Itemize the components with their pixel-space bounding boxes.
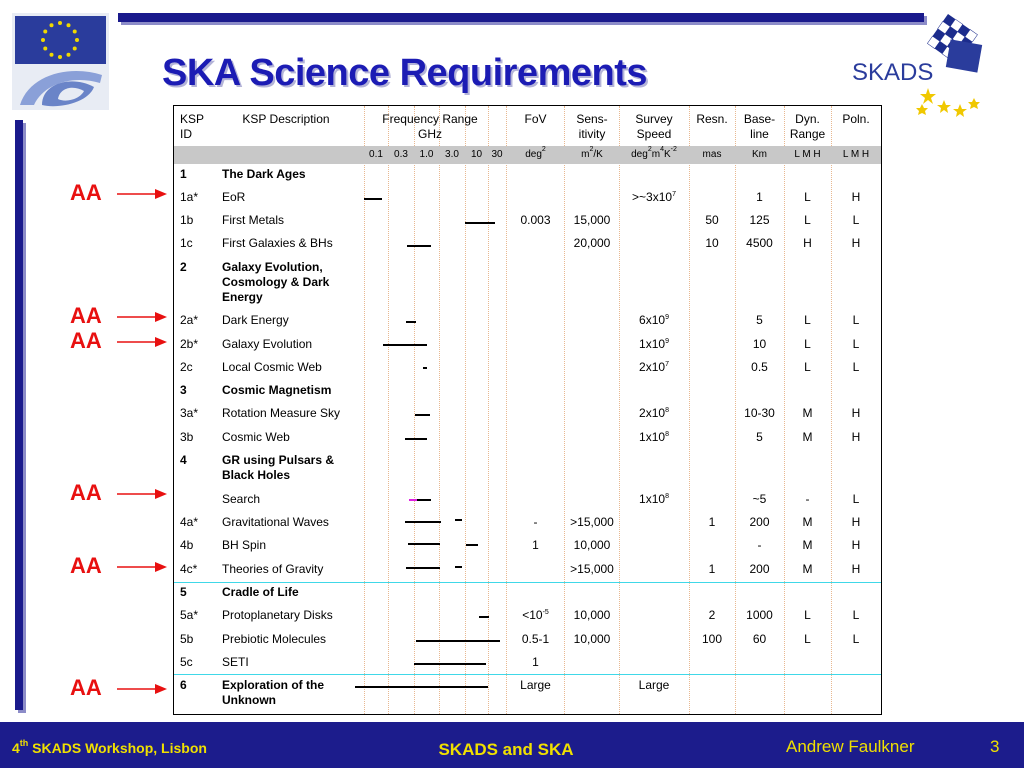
freq-bar-1b xyxy=(465,222,495,224)
header-baseline: Base-line xyxy=(743,112,776,141)
cell-poln: H xyxy=(851,406,861,420)
freq-bar-6 xyxy=(355,686,488,688)
cell-poln: H xyxy=(851,538,861,552)
aa-label: AA xyxy=(70,180,102,205)
cell-resn: 1 xyxy=(708,515,716,529)
header-sensitivity: Sens-itivity xyxy=(576,112,608,141)
freq-bar-4c-2 xyxy=(455,566,462,568)
cell-id: 5 xyxy=(180,585,187,599)
cell-poln: H xyxy=(851,190,861,204)
cell-dyn: M xyxy=(802,515,813,529)
cell-sens: 10,000 xyxy=(573,632,611,646)
arrow-right-icon xyxy=(117,560,167,574)
cell-fov: - xyxy=(533,515,538,529)
unit-survey-speed: $deg^2m^4K^{-2}$ xyxy=(631,146,677,160)
cell-survey: $1x10^9$ xyxy=(639,337,669,351)
cell-dyn: L xyxy=(804,360,811,374)
cell-desc: Protoplanetary Disks xyxy=(222,608,333,622)
unit-polarization: L M H xyxy=(842,149,870,160)
eu-star xyxy=(43,47,47,51)
cell-desc: Gravitational Waves xyxy=(222,515,329,529)
cell-dyn: M xyxy=(802,430,813,444)
cell-fov: 1 xyxy=(532,538,539,552)
header-fov: FoV xyxy=(524,112,547,126)
cell-resn: 100 xyxy=(701,632,723,646)
cell-resn: 1 xyxy=(708,562,716,576)
aa-label: AA xyxy=(70,675,102,700)
cell-id: 2c xyxy=(180,360,193,374)
cell-id: 1a* xyxy=(180,190,199,204)
cell-baseline: 125 xyxy=(749,213,770,227)
cell-desc: Dark Energy xyxy=(222,313,289,327)
cell-poln: L xyxy=(852,313,860,327)
cell-survey: $1x10^8$ xyxy=(639,430,669,444)
eu-star xyxy=(67,53,71,57)
cell-id: 1b xyxy=(180,213,194,227)
freq-bar-2b xyxy=(383,344,427,346)
cell-poln: L xyxy=(852,492,860,506)
cell-desc: Galaxy Evolution, Cosmology & Dark Energy xyxy=(222,260,330,304)
unit-fov: deg$^2$ xyxy=(525,146,546,160)
header-resolution: Resn. xyxy=(696,112,728,126)
cell-id: 4c* xyxy=(180,562,198,576)
cell-id: 3b xyxy=(180,430,194,444)
aa-label: AA xyxy=(70,480,102,505)
header-ksp-description: KSP Description xyxy=(242,112,330,126)
cell-poln: H xyxy=(851,430,861,444)
cell-sens: >15,000 xyxy=(570,562,614,576)
cell-desc: Prebiotic Molecules xyxy=(222,632,327,646)
cell-id: 5a* xyxy=(180,608,199,622)
eu-star xyxy=(50,53,54,57)
cell-sens: 15,000 xyxy=(573,213,611,227)
aa-label: AA xyxy=(70,303,102,328)
footer-author: Andrew Faulkner xyxy=(786,737,915,756)
freq-bar-2a xyxy=(406,321,416,323)
cell-desc: Cosmic Web xyxy=(222,430,290,444)
cell-id: 5b xyxy=(180,632,194,646)
eu-star xyxy=(73,30,77,34)
cell-poln: L xyxy=(852,337,860,351)
cell-sens: 10,000 xyxy=(573,608,611,622)
arrow-right-icon xyxy=(117,335,167,349)
cell-desc: The Dark Ages xyxy=(222,167,306,181)
cell-poln: L xyxy=(852,213,860,227)
header-ksp-id: KSP ID xyxy=(180,112,204,141)
cell-baseline: 200 xyxy=(749,562,770,576)
cell-fov: $<10^{-5}$ xyxy=(522,608,549,622)
freq-bar-5a xyxy=(479,616,489,618)
cell-sens: 20,000 xyxy=(573,236,611,250)
eu-star xyxy=(58,55,62,59)
cell-id: 4 xyxy=(180,453,187,467)
cell-desc: Rotation Measure Sky xyxy=(222,406,341,420)
cell-id: 1 xyxy=(180,167,187,181)
cell-resn: 2 xyxy=(708,608,716,622)
cell-id: 4a* xyxy=(180,515,199,529)
freq-bar-1c xyxy=(407,245,431,247)
arrow-right-icon xyxy=(117,310,167,324)
freq-bar-4c-1 xyxy=(406,567,440,569)
cell-survey: $>\sim 3x10^7$ xyxy=(632,190,676,204)
freq-bar-4b-2 xyxy=(466,544,478,546)
cell-desc: Exploration of the Unknown xyxy=(222,678,324,707)
cell-sens: >15,000 xyxy=(570,515,614,529)
cell-survey: Large xyxy=(638,678,670,692)
eu-star xyxy=(73,47,77,51)
cell-poln: H xyxy=(851,562,861,576)
freq-tick-label: 30 xyxy=(491,149,503,160)
cell-baseline: 4500 xyxy=(746,236,773,250)
page-title: SKA Science Requirements xyxy=(162,52,647,94)
freq-bar-4b-1 xyxy=(408,543,440,545)
top-decor-bar xyxy=(118,13,924,22)
cell-id: 2 xyxy=(180,260,187,274)
cell-id: 2b* xyxy=(180,337,199,351)
arrow-right-icon xyxy=(117,187,167,201)
cell-dyn: M xyxy=(802,538,813,552)
cell-fov: Large xyxy=(520,678,551,692)
eu-star xyxy=(50,23,54,27)
cell-id: 4b xyxy=(180,538,194,552)
cell-baseline: 200 xyxy=(749,515,770,529)
cell-id: 1c xyxy=(180,236,193,250)
cell-desc: Cradle of Life xyxy=(222,585,299,599)
cell-desc: GR using Pulsars & Black Holes xyxy=(222,453,335,482)
footer-title: SKADS and SKA xyxy=(438,740,574,759)
freq-tick-label: 0.3 xyxy=(394,149,408,160)
cell-dyn: M xyxy=(802,562,813,576)
separator-line xyxy=(174,674,881,675)
cell-baseline: 10 xyxy=(752,337,767,351)
unit-baseline: Km xyxy=(752,149,767,160)
cell-desc: First Metals xyxy=(222,213,285,227)
cell-desc: EoR xyxy=(222,190,246,204)
freq-tick-label: 0.1 xyxy=(369,149,383,160)
requirements-table xyxy=(173,105,882,715)
eu-star xyxy=(67,23,71,27)
cell-id: 5c xyxy=(180,655,193,669)
cell-desc: Search xyxy=(222,492,261,506)
cell-desc: SETI xyxy=(222,655,249,669)
eu-star xyxy=(58,21,62,25)
freq-bar-4a-2 xyxy=(455,519,462,521)
cell-survey: $6x10^9$ xyxy=(639,313,669,327)
cell-desc: Local Cosmic Web xyxy=(222,360,322,374)
cell-dyn: - xyxy=(805,492,810,506)
cell-id: 3 xyxy=(180,383,187,397)
cell-poln: L xyxy=(852,360,860,374)
cell-fov: 0.003 xyxy=(520,213,551,227)
arrow-right-icon xyxy=(117,682,167,696)
page-number: 3 xyxy=(990,737,1000,756)
cell-baseline: 1000 xyxy=(746,608,773,622)
header-dynamic-range: Dyn. Range xyxy=(789,112,826,141)
eu-star xyxy=(43,30,47,34)
header-frequency-range: Frequency Range GHz xyxy=(382,112,478,141)
cell-dyn: L xyxy=(804,313,811,327)
cell-baseline: 10-30 xyxy=(744,406,775,420)
cell-survey: $2x10^7$ xyxy=(639,360,669,374)
cell-survey: $1x10^8$ xyxy=(639,492,669,506)
header-polarization: Poln. xyxy=(842,112,870,126)
cell-baseline: 1 xyxy=(756,190,763,204)
cell-survey: $2x10^8$ xyxy=(639,406,669,420)
eu-fp6-logo xyxy=(12,13,109,110)
cell-baseline: 0.5 xyxy=(751,360,768,374)
cell-fov: 0.5-1 xyxy=(521,632,550,646)
left-decor-bar xyxy=(15,120,23,710)
cell-dyn: L xyxy=(804,337,811,351)
cell-dyn: L xyxy=(804,632,811,646)
header-survey-speed: Survey Speed xyxy=(635,112,673,141)
unit-dynamic-range: L M H xyxy=(794,149,821,160)
cell-baseline: 5 xyxy=(756,313,763,327)
arrow-right-icon xyxy=(117,487,167,501)
cell-dyn: L xyxy=(804,608,811,622)
cell-resn: 50 xyxy=(705,213,719,227)
cell-dyn: M xyxy=(802,406,813,420)
freq-bar-5b xyxy=(416,640,500,642)
footer-workshop: 4th SKADS Workshop, Lisbon xyxy=(12,738,207,756)
freq-bar-1a xyxy=(364,198,382,200)
skads-logo-text: SKADS xyxy=(852,59,934,86)
eu-star xyxy=(75,38,79,42)
cell-baseline: ~5 xyxy=(752,492,767,506)
cell-id: 3a* xyxy=(180,406,199,420)
freq-tick-label: 10 xyxy=(470,149,483,160)
cell-fov: 1 xyxy=(532,655,539,669)
cell-id: 2a* xyxy=(180,313,199,327)
cell-baseline: 5 xyxy=(756,430,763,444)
cell-desc: BH Spin xyxy=(222,538,267,552)
aa-label: AA xyxy=(70,328,102,353)
cell-resn: 10 xyxy=(705,236,719,250)
cell-sens: 10,000 xyxy=(573,538,611,552)
freq-bar-3b xyxy=(405,438,427,440)
cell-poln: L xyxy=(852,608,860,622)
cell-baseline: 60 xyxy=(752,632,767,646)
cell-dyn: H xyxy=(803,236,812,250)
cell-desc: Galaxy Evolution xyxy=(222,337,313,351)
aa-label: AA xyxy=(70,553,102,578)
unit-sensitivity: $m^2/K$ xyxy=(581,146,603,160)
cell-desc: First Galaxies & BHs xyxy=(222,236,333,250)
separator-line xyxy=(174,582,881,583)
cell-poln: L xyxy=(852,632,860,646)
cell-desc: Theories of Gravity xyxy=(222,562,324,576)
freq-bar-search xyxy=(417,499,431,501)
freq-bar-2c xyxy=(423,367,427,369)
freq-bar-4a-1 xyxy=(405,521,441,523)
cell-poln: H xyxy=(851,236,861,250)
unit-resolution: mas xyxy=(702,149,722,160)
cell-id: 6 xyxy=(180,678,187,692)
freq-bar-3a xyxy=(415,414,430,416)
cell-desc: Cosmic Magnetism xyxy=(222,383,332,397)
freq-tick-label: 3.0 xyxy=(445,149,459,160)
cell-dyn: L xyxy=(804,190,811,204)
freq-tick-label: 1.0 xyxy=(419,149,434,160)
freq-bar-search-magenta xyxy=(409,499,417,501)
eu-star xyxy=(41,38,45,42)
cell-baseline: - xyxy=(757,538,762,552)
cell-poln: H xyxy=(851,515,861,529)
cell-dyn: L xyxy=(804,213,811,227)
freq-bar-5c xyxy=(414,663,486,665)
